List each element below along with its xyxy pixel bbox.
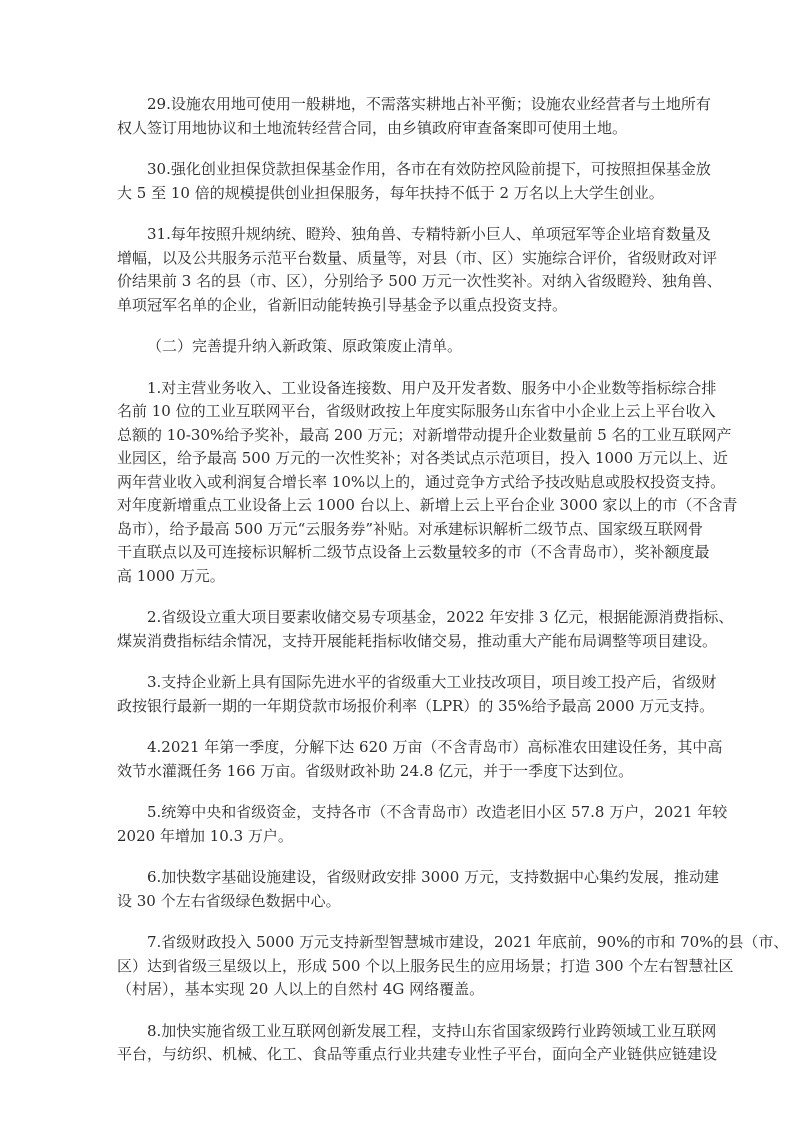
text-line: 总额的 10-30%给予奖补，最高 200 万元；对新增带动提升企业数量前 5 名的工业互联网产 <box>117 425 732 444</box>
text-line: 1.对主营业务收入、工业设备连接数、用户及开发者数、服务中小企业数等指标综合排 <box>147 378 717 397</box>
text-line: 政按银行最新一期的一年期贷款市场报价利率（LPR）的 35%给予最高 2000 万元支持。 <box>117 696 715 715</box>
paragraph <box>117 606 734 653</box>
text-line: 大 5 至 10 倍的规模提供创业担保服务，每年扶持不低于 2 万名以上大学生创业。 <box>117 183 664 202</box>
paragraph <box>117 335 692 359</box>
text-line: 5.统筹中央和省级资金，支持各市（不含青岛市）改造老旧小区 57.8 万户，2021 年较 <box>147 803 728 821</box>
text-line: 单项冠军名单的企业，省新旧动能转换引导基金予以重点投资支持。 <box>117 295 568 314</box>
text-line: 8.加快实施省级工业互联网创新发展工程，支持山东省国家级跨行业跨领域工业互联网 <box>147 1021 717 1040</box>
text-line: 29.设施农用地可使用一般耕地，不需落实耕地占补平衡；设施农业经营者与土地所有 <box>147 95 711 113</box>
text-line: 煤炭消费指标结余情况，支持开展能耗指标收储交易，推动重大产能布局调整等项目建设。 <box>117 631 718 650</box>
paragraph <box>117 377 738 589</box>
text-line: 设 30 个左右省级绿色数据中心。 <box>117 891 341 910</box>
paragraph <box>117 223 722 317</box>
paragraph <box>117 1020 718 1067</box>
text-line: 高 1000 万元。 <box>117 566 225 585</box>
text-line: 业园区，给予最高 500 万元的一次性奖补；对各类试点示范项目，投入 1000 万元以上、近 <box>117 449 728 467</box>
text-line: （村居），基本实现 20 人以上的自然村 4G 网络覆盖。 <box>117 980 485 998</box>
text-line: 4.2021 年第一季度，分解下达 620 万亩（不含青岛市）高标准农田建设任务，其中高 <box>147 738 723 756</box>
text-line: 权人签订用地协议和土地流转经营合同，由乡镇政府审查备案即可使用土地。 <box>117 118 628 137</box>
text-line: 岛市），给予最高 500 万元“云服务券”补贴。对承建标识解析二级节点、国家级互联网骨 <box>117 519 704 538</box>
text-line: 31.每年按照升规纳统、瞪羚、独角兽、专精特新小巨人、单项冠军等企业培育数量及 <box>147 225 711 243</box>
text-line: 增幅，以及公共服务示范平台数量、质量等，对县（市、区）实施综合评价，省级财政对评 <box>117 248 718 267</box>
paragraph <box>117 866 720 913</box>
document-page <box>117 93 789 1085</box>
text-line: 效节水灌溉任务 166 万亩。省级财政补助 24.8 亿元，并于一季度下达到位。 <box>117 761 634 780</box>
text-line: 两年营业收入或利润复合增长率 10%以上的，通过竞争方式给予技改贴息或股权投资支持。 <box>117 472 726 491</box>
text-line: 30.强化创业担保贷款担保基金作用，各市在有效防控风险前提下，可按照担保基金放 <box>147 160 711 178</box>
paragraph <box>117 671 717 718</box>
text-line: 名前 10 位的工业互联网平台，省级财政按上年度实际服务山东省中小企业上云上平台收入 <box>117 402 716 420</box>
text-line: 3.支持企业新上具有国际先进水平的省级重大工业技改项目，项目竣工投产后，省级财 <box>147 673 717 691</box>
text-line: 7.省级财政投入 5000 万元支持新型智慧城市建设，2021 年底前，90%的市和 70%的县（市、 <box>147 933 789 951</box>
paragraph <box>117 158 711 205</box>
text-line: （二）完善提升纳入新政策、原政策废止清单。 <box>147 337 463 355</box>
text-line: 对年度新增重点工业设备上云 1000 台以上、新增上云上平台企业 3000 家以上的市（不含青 <box>117 496 738 514</box>
text-line: 价结果前 3 名的县（市、区），分别给予 500 万元一次性奖补。对纳入省级瞪羚、独角兽、 <box>117 272 722 290</box>
text-line: 干直联点以及可连接标识解析二级节点设备上云数量较多的市（不含青岛市），奖补额度最 <box>117 543 710 561</box>
text-line: 2020 年增加 10.3 万户。 <box>117 826 293 845</box>
paragraph <box>117 931 789 1002</box>
paragraph <box>117 801 728 848</box>
text-line: 6.加快数字基础设施建设，省级财政安排 3000 万元，支持数据中心集约发展，推动建 <box>147 868 720 886</box>
text-line: 平台，与纺织、机械、化工、食品等重点行业共建专业性子平台，面向全产业链供应链建设 <box>117 1045 718 1063</box>
paragraph <box>117 736 723 783</box>
paragraph <box>117 93 711 140</box>
text-line: 2.省级设立重大项目要素收储交易专项基金，2022 年安排 3 亿元，根据能源消费指标、 <box>147 608 734 626</box>
text-line: 区）达到省级三星级以上，形成 500 个以上服务民生的应用场景；打造 300 个左右智慧社区 <box>117 956 734 975</box>
